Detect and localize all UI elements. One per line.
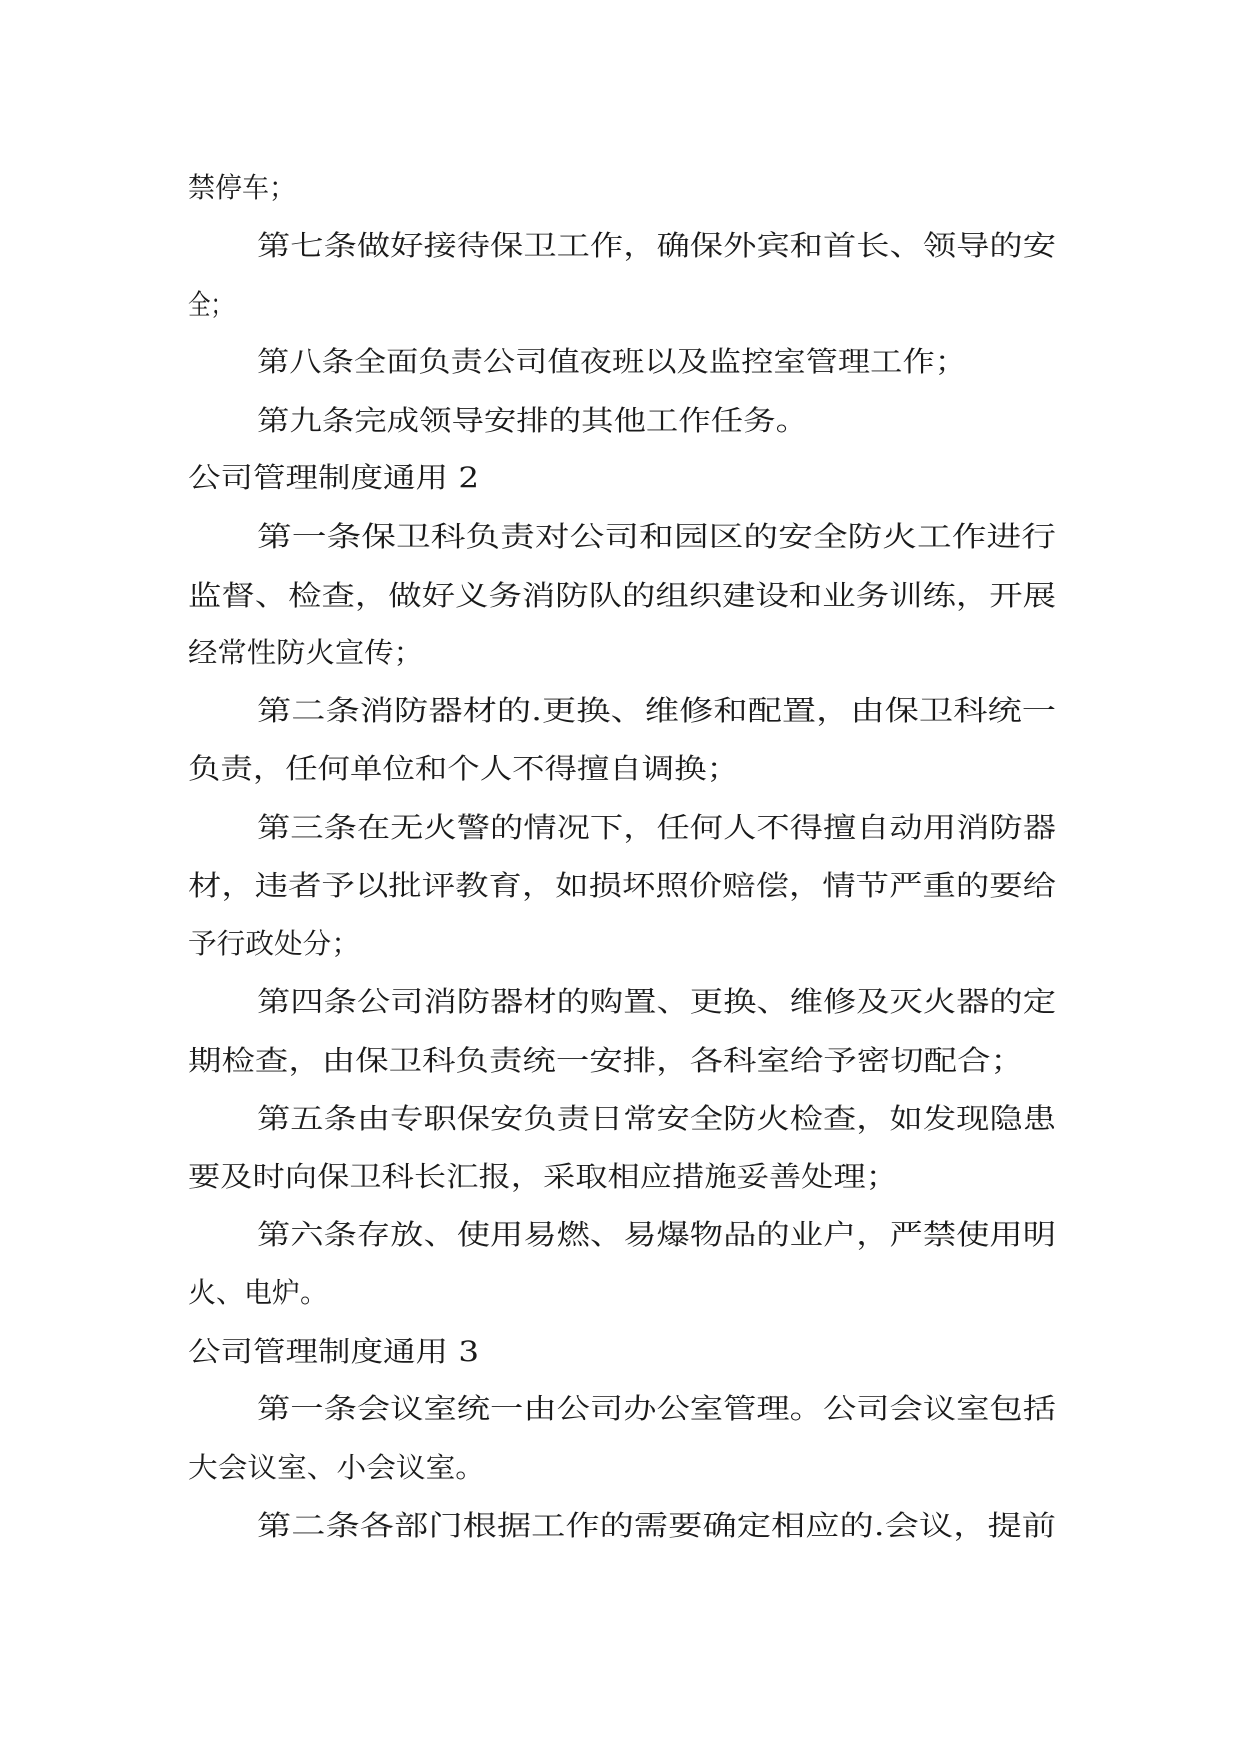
text-line-content: 负责，任何单位和个人不得擅自调换； — [188, 752, 739, 785]
text-line — [188, 170, 300, 206]
section-heading-text: 公司管理制度通用 3 — [188, 1335, 479, 1368]
text-line — [188, 287, 244, 323]
text-line — [188, 1450, 485, 1486]
text-line — [257, 344, 968, 380]
text-line — [188, 1275, 328, 1311]
text-line — [188, 868, 1056, 904]
text-line — [188, 578, 1056, 614]
text-line-content: 第五条由专职保安负责日常安全防火检查，如发现隐患 — [257, 1102, 1056, 1135]
text-line-content: 第三条在无火警的情况下，任何人不得擅自动用消防器 — [257, 811, 1056, 844]
text-line-content: 第四条公司消防器材的购置、更换、维修及灭火器的定 — [257, 985, 1056, 1018]
text-line — [257, 403, 808, 439]
text-line-content: 第九条完成领导安排的其他工作任务。 — [257, 404, 808, 437]
text-line-content: 材，违者予以批评教育，如损坏照价赔偿，情节严重的要给 — [188, 869, 1056, 902]
text-line — [188, 635, 423, 671]
text-line-content: 经常性防火宣传； — [188, 636, 423, 669]
text-line-content: 大会议室、小会议室。 — [188, 1451, 485, 1484]
text-line-content: 第一条会议室统一由公司办公室管理。公司会议室包括 — [257, 1392, 1056, 1425]
text-line — [257, 1101, 1056, 1137]
section-heading — [188, 1334, 479, 1370]
text-line — [257, 1508, 1056, 1544]
text-line-content: 予行政处分； — [188, 927, 360, 960]
text-line-content: 第二条消防器材的.更换、维修和配置，由保卫科统一 — [257, 694, 1056, 727]
section-heading-text: 公司管理制度通用 2 — [188, 461, 479, 494]
text-line-content: 期检查，由保卫科负责统一安排，各科室给予密切配合； — [188, 1044, 1024, 1077]
text-line — [257, 1217, 1056, 1253]
text-line — [188, 1159, 899, 1195]
section-heading — [188, 460, 479, 496]
text-line-content: 火、电炉。 — [188, 1276, 328, 1309]
text-line — [257, 693, 1056, 729]
text-line-content: 禁停车； — [188, 171, 296, 204]
text-line — [257, 1391, 1056, 1427]
text-line-content: 第七条做好接待保卫工作，确保外宾和首长、领导的安 — [257, 229, 1056, 262]
text-line — [257, 228, 1056, 264]
text-line-content: 第六条存放、使用易燃、易爆物品的业户，严禁使用明 — [257, 1218, 1056, 1251]
text-line-content: 全； — [188, 288, 233, 321]
text-line — [188, 926, 360, 962]
text-line-content: 要及时向保卫科长汇报，采取相应措施妥善处理； — [188, 1160, 899, 1193]
text-line-content: 监督、检查，做好义务消防队的组织建设和业务训练，开展 — [188, 579, 1056, 612]
text-line — [188, 751, 739, 787]
text-line — [257, 519, 1056, 555]
text-line-content: 第一条保卫科负责对公司和园区的安全防火工作进行 — [257, 520, 1056, 553]
text-line-content: 第二条各部门根据工作的需要确定相应的.会议，提前 — [257, 1509, 1056, 1542]
text-line — [257, 810, 1056, 846]
text-line-content: 第八条全面负责公司值夜班以及监控室管理工作； — [257, 345, 968, 378]
text-line — [188, 1043, 1024, 1079]
text-line — [257, 984, 1056, 1020]
